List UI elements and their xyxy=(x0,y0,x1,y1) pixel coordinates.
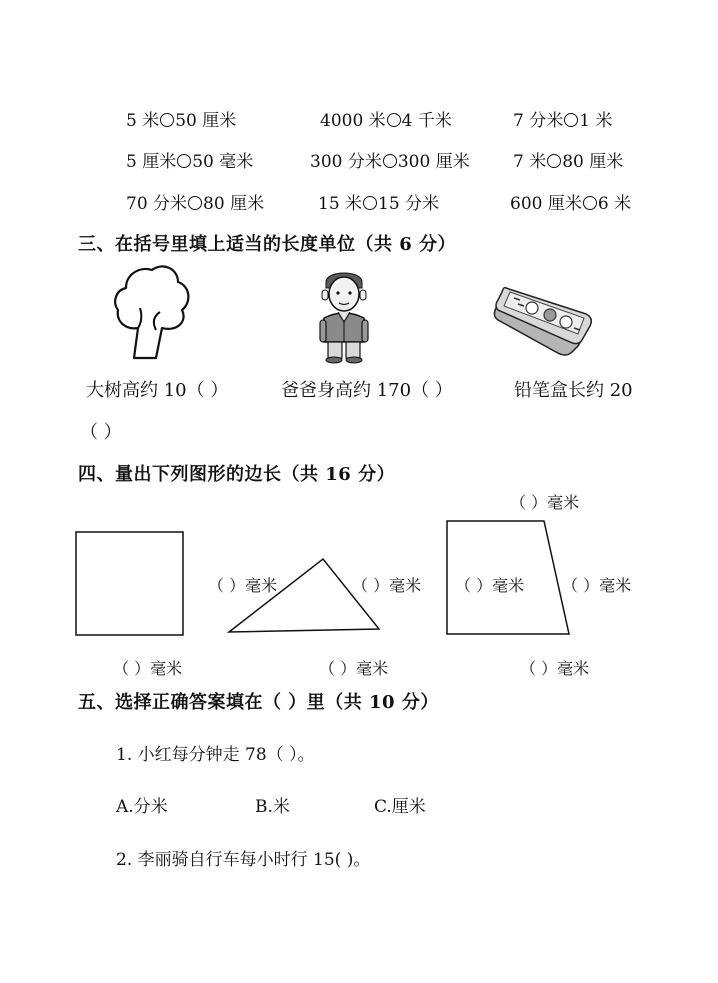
question-2: 2. 李丽骑自行车每小时行 15( )。 xyxy=(116,850,371,870)
comparison-item: 300 分米 300 厘米 xyxy=(310,152,470,172)
comparison-item: 5 厘米 50 毫米 xyxy=(126,152,254,172)
comparison-item: 7 米 80 厘米 xyxy=(513,152,624,172)
comparison-item: 4000 米 4 千米 xyxy=(320,111,452,131)
triangle-right-blank[interactable]: （ ）毫米 xyxy=(352,576,422,595)
section-3-title: 三、在括号里填上适当的长度单位（共 6 分） xyxy=(78,234,457,255)
section-4-title: 四、量出下列图形的边长（共 16 分） xyxy=(78,464,396,485)
trapezoid-right-blank[interactable]: （ ）毫米 xyxy=(562,576,632,595)
comparison-item: 7 分米 1 米 xyxy=(513,111,613,131)
comparison-item: 70 分米 80 厘米 xyxy=(126,194,265,214)
trapezoid-top-blank[interactable]: （ ）毫米 xyxy=(510,493,580,512)
comparison-item: 600 厘米 6 米 xyxy=(510,194,632,214)
comparison-item: 15 米 15 分米 xyxy=(318,194,440,214)
triangle-bottom-blank[interactable]: （ ）毫米 xyxy=(319,659,389,678)
tree-height-question: 大树高约 10（ ） xyxy=(86,380,229,401)
comparison-item: 5 米 50 厘米 xyxy=(126,111,237,131)
father-height-question: 爸爸身高约 170（ ） xyxy=(281,380,453,401)
section-5-title: 五、选择正确答案填在（ ）里（共 10 分） xyxy=(78,692,439,713)
triangle-left-blank[interactable]: （ ）毫米 xyxy=(208,576,278,595)
pencil-box-length-question: 铅笔盒长约 20 xyxy=(514,380,633,401)
trapezoid-bottom-blank[interactable]: （ ）毫米 xyxy=(520,659,590,678)
square-bottom-blank[interactable]: （ ）毫米 xyxy=(113,659,183,678)
square-shape xyxy=(76,532,183,635)
trapezoid-left-blank[interactable]: （ ）毫米 xyxy=(455,576,525,595)
option-b[interactable]: B.米 xyxy=(255,797,290,817)
option-c[interactable]: C.厘米 xyxy=(374,797,426,817)
pencil-box-answer-blank[interactable]: （ ） xyxy=(80,422,122,443)
option-a[interactable]: A.分米 xyxy=(116,797,168,817)
question-1: 1. 小红每分钟走 78（ ）。 xyxy=(116,745,315,765)
